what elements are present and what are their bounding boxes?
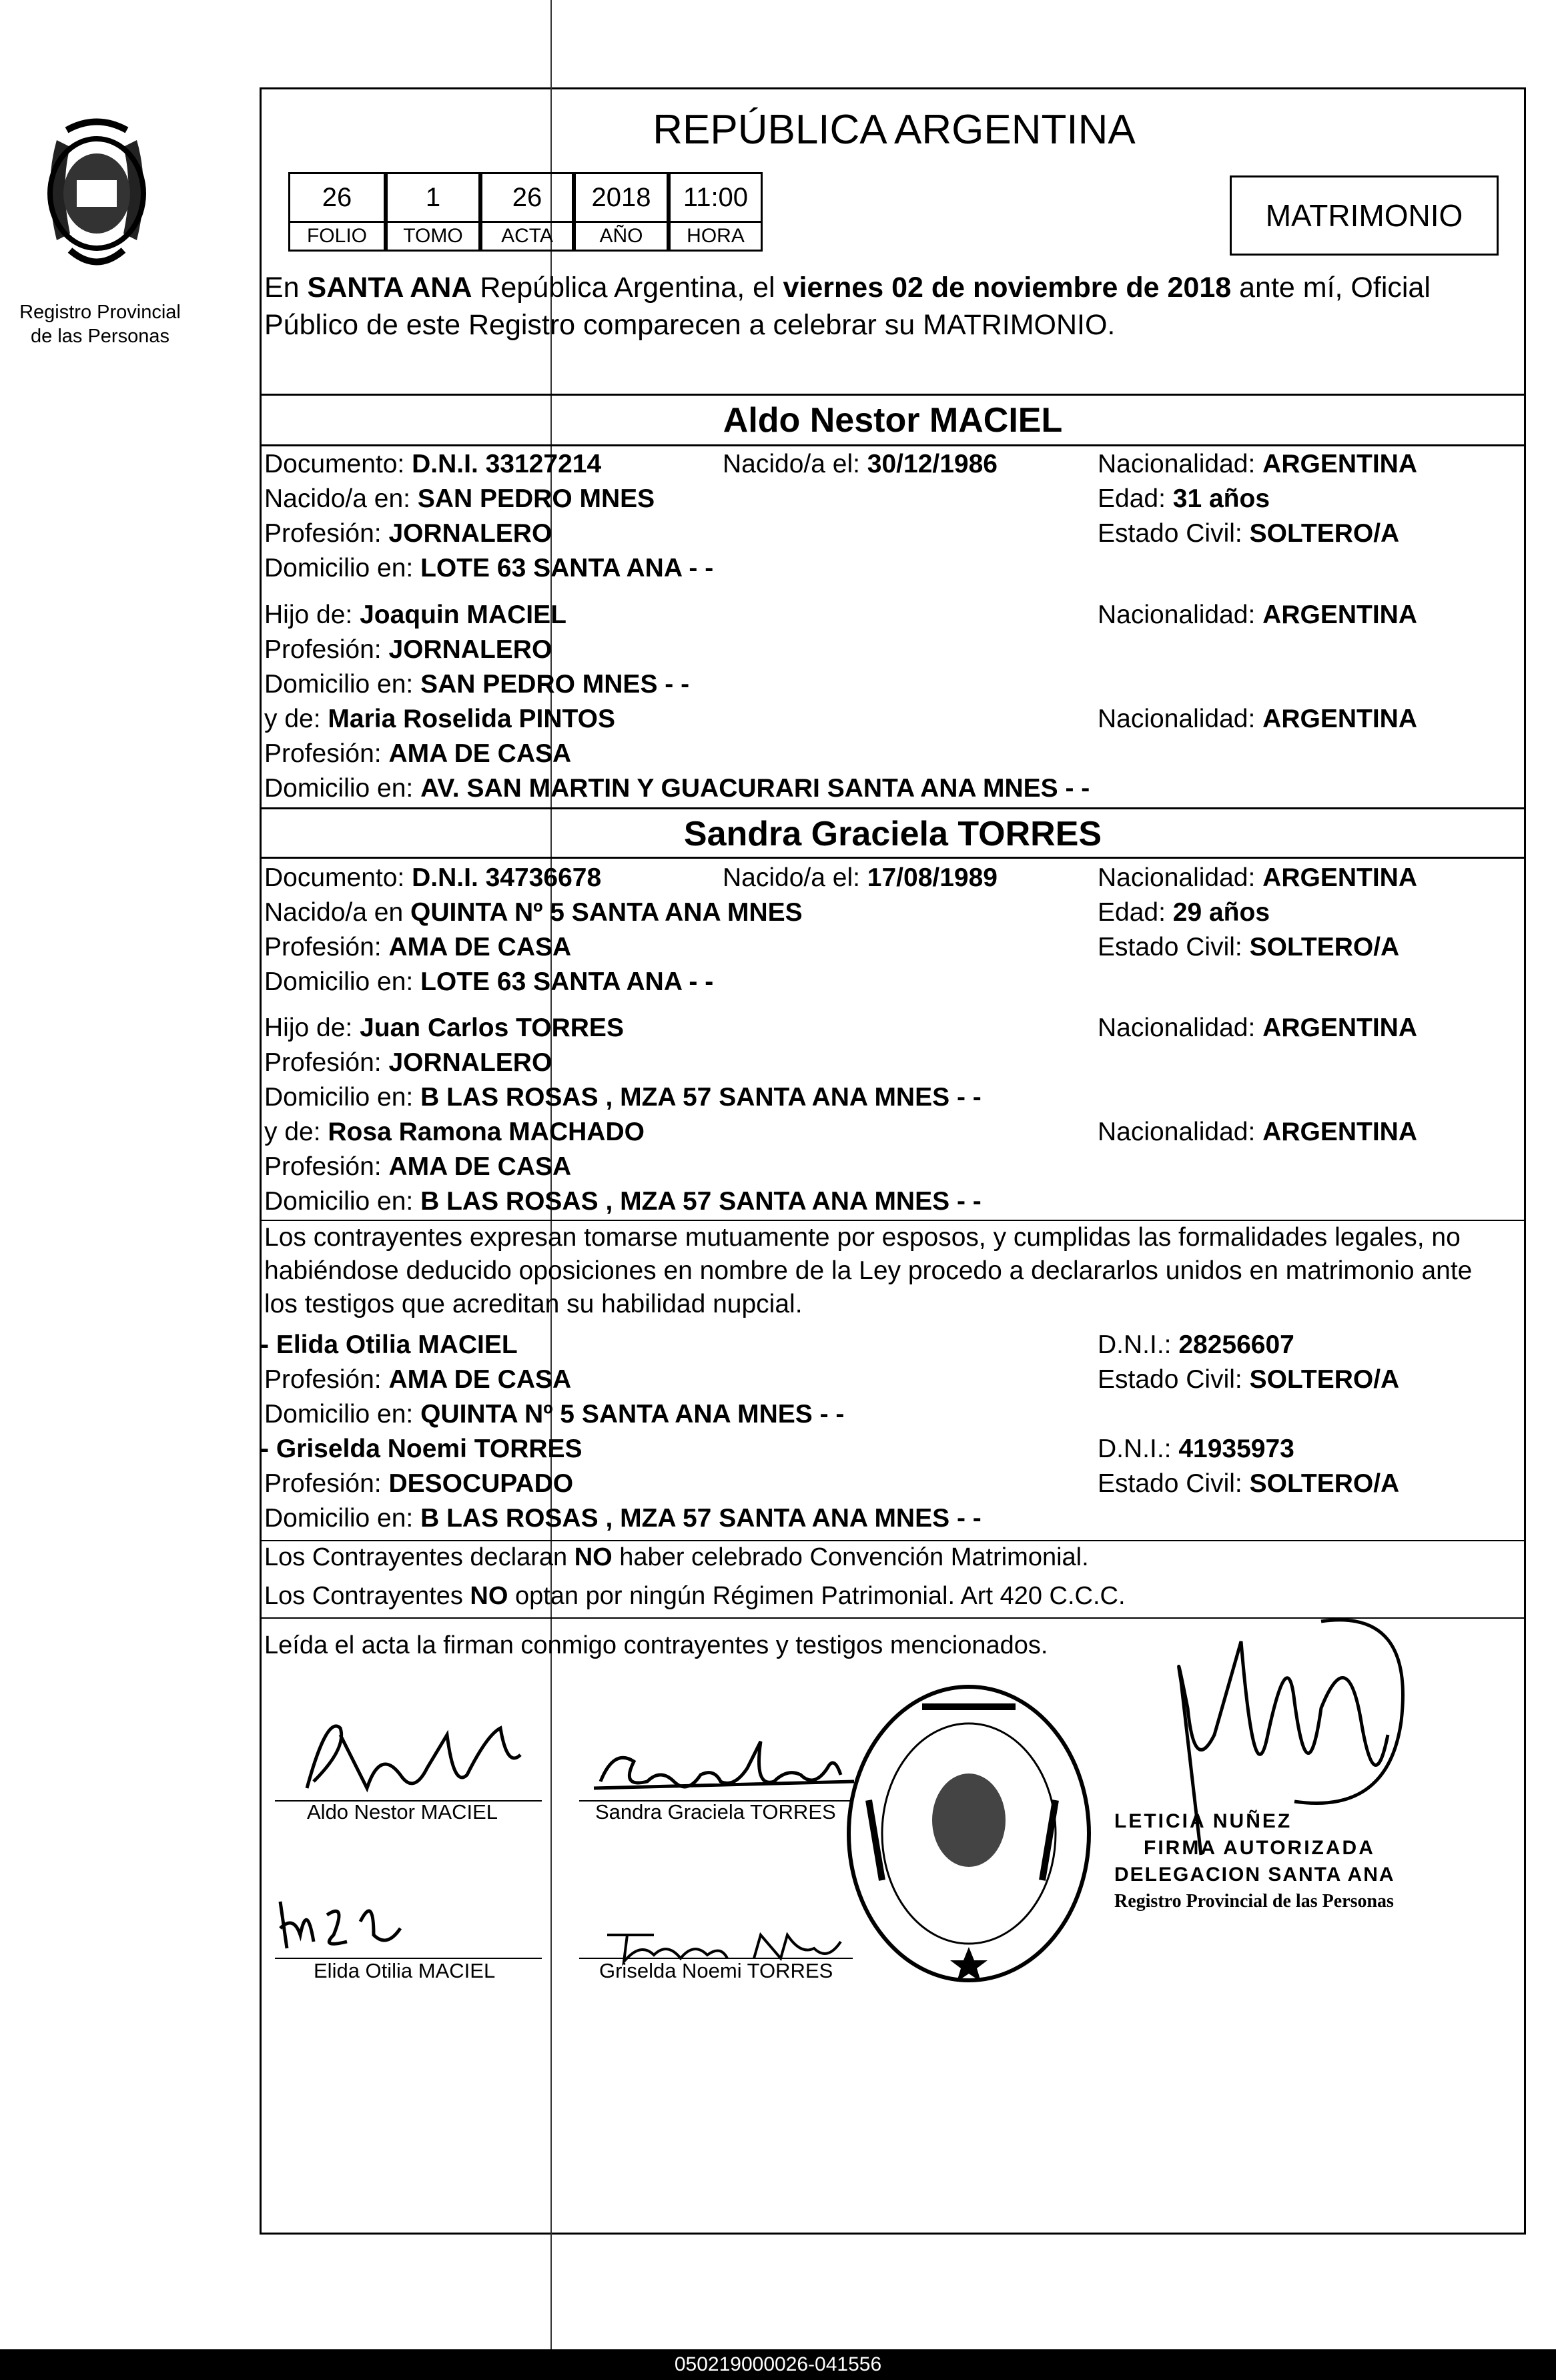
witness1-dni: 28256607 (1178, 1330, 1294, 1359)
intro-text: República Argentina, el (472, 272, 783, 304)
record-value-tomo: 1 (386, 172, 480, 223)
witness1-civil-status: SOLTERO/A (1249, 1365, 1400, 1394)
bride-birthplace-row: Nacido/a en QUINTA Nº 5 SANTA ANA MNES (264, 898, 803, 927)
bride-mother-address: B LAS ROSAS , MZA 57 SANTA ANA MNES - - (420, 1187, 982, 1216)
groom-father-nationality: ARGENTINA (1262, 601, 1418, 629)
intro-place: SANTA ANA (307, 272, 472, 304)
groom-mother-nat-row: Nacionalidad: ARGENTINA (1098, 705, 1418, 733)
bride-mother-profession: AMA DE CASA (388, 1152, 572, 1181)
bride-father-profession: JORNALERO (388, 1048, 552, 1077)
groom-mother-row: y de: Maria Roselida PINTOS (264, 705, 615, 733)
bride-signature-icon (587, 1728, 867, 1802)
witness1-name: - Elida Otilia MACIEL (260, 1330, 518, 1359)
witness1-profession: AMA DE CASA (388, 1365, 572, 1394)
bride-father-nationality: ARGENTINA (1262, 1014, 1418, 1042)
groom-signature-label: Aldo Nestor MACIEL (307, 1800, 498, 1824)
bride-father-row: Hijo de: Juan Carlos TORRES (264, 1014, 624, 1042)
groom-addr-row: Domicilio en: LOTE 63 SANTA ANA - - (264, 554, 714, 582)
bride-birthplace: QUINTA Nº 5 SANTA ANA MNES (410, 898, 803, 927)
groom-dni: D.N.I. 33127214 (412, 450, 602, 478)
seal-org-line2: de las Personas (31, 326, 169, 347)
doc-type-label: MATRIMONIO (1265, 198, 1463, 233)
groom-signature-icon (287, 1708, 540, 1802)
witness2-signature-label: Griselda Noemi TORRES (599, 1959, 833, 1982)
declaration-line: Los contrayentes expresan tomarse mutuamente por esposos, y cumplidas las formalidades legales, no (264, 1223, 1461, 1252)
groom-father-address: SAN PEDRO MNES - - (420, 670, 690, 699)
bride-profession: AMA DE CASA (388, 933, 572, 961)
witness1-name-row (260, 1328, 518, 1362)
divider (260, 394, 1526, 396)
bride-addr-row: Domicilio en: LOTE 63 SANTA ANA - - (264, 967, 714, 996)
seal-caption (13, 300, 187, 348)
witness2-addr-row: Domicilio en: B LAS ROSAS , MZA 57 SANTA ANA MNES - - (264, 1504, 982, 1533)
record-label-tomo: TOMO (386, 221, 480, 252)
divider (260, 444, 1526, 446)
groom-nat-row: Nacionalidad: ARGENTINA (1098, 450, 1418, 478)
bride-nationality: ARGENTINA (1262, 863, 1418, 892)
groom-profession: JORNALERO (388, 519, 552, 548)
groom-birthplace: SAN PEDRO MNES (417, 484, 655, 513)
witness1-addr-row: Domicilio en: QUINTA Nº 5 SANTA ANA MNES - - (264, 1400, 845, 1429)
groom-father: Joaquin MACIEL (360, 601, 566, 629)
groom-birthplace-row: Nacido/a en: SAN PEDRO MNES (264, 484, 655, 513)
groom-father-nat-row: Nacionalidad: ARGENTINA (1098, 601, 1418, 629)
bride-age: 29 años (1172, 898, 1270, 927)
doc-type-badge (1230, 175, 1499, 256)
groom-civil-status: SOLTERO/A (1249, 519, 1400, 548)
record-value-año: 2018 (574, 172, 669, 223)
groom-father-addr-row: Domicilio en: SAN PEDRO MNES - - (264, 670, 690, 699)
intro-text: En (264, 272, 308, 304)
witness2-profession: DESOCUPADO (388, 1469, 574, 1498)
bride-signature-label: Sandra Graciela TORRES (595, 1800, 836, 1824)
bride-birthdate: 17/08/1989 (867, 863, 998, 892)
witness2-civil-status: SOLTERO/A (1249, 1469, 1400, 1498)
record-value-acta: 26 (480, 172, 574, 223)
groom-mother-address: AV. SAN MARTIN Y GUACURARI SANTA ANA MNES - - (420, 774, 1090, 803)
groom-name: Aldo Nestor MACIEL (723, 401, 1063, 440)
bride-dni: D.N.I. 34736678 (412, 863, 602, 892)
official-name: LETICIA NUÑEZ (1114, 1810, 1292, 1832)
bride-address: LOTE 63 SANTA ANA - - (420, 967, 714, 996)
declaration-line: los testigos que acreditan su habilidad nupcial. (264, 1290, 803, 1318)
convention-line2: Los Contrayentes NO optan por ningún Régimen Patrimonial. Art 420 C.C.C. (264, 1582, 1126, 1610)
groom-mother-prof-row: Profesión: AMA DE CASA (264, 739, 572, 768)
official-delegation: DELEGACION SANTA ANA (1114, 1864, 1395, 1886)
bride-father-prof-row: Profesión: JORNALERO (264, 1048, 552, 1077)
groom-mother-profession: AMA DE CASA (388, 739, 572, 768)
witness1-dni-row: D.N.I.: 28256607 (1098, 1330, 1294, 1359)
witness2-civil-row: Estado Civil: SOLTERO/A (1098, 1469, 1400, 1498)
witness2-name-row (260, 1432, 582, 1467)
groom-father-prof-row: Profesión: JORNALERO (264, 635, 552, 664)
bride-mother: Rosa Ramona MACHADO (328, 1118, 645, 1146)
closing-text: Leída el acta la firman conmigo contrayentes y testigos mencionados. (264, 1631, 1048, 1659)
footer-code: 050219000026-041556 (674, 2353, 882, 2375)
seal-emblem-icon (30, 113, 163, 300)
bride-father-address: B LAS ROSAS , MZA 57 SANTA ANA MNES - - (420, 1083, 982, 1112)
official-title: FIRMA AUTORIZADA (1144, 1837, 1375, 1859)
record-label-acta: ACTA (480, 221, 574, 252)
official-block (1114, 1808, 1395, 1915)
witness1-signature-icon (274, 1888, 407, 1962)
bride-civil-status: SOLTERO/A (1249, 933, 1400, 961)
bride-mother-prof-row: Profesión: AMA DE CASA (264, 1152, 572, 1181)
divider (260, 857, 1526, 859)
groom-civil-row: Estado Civil: SOLTERO/A (1098, 519, 1400, 548)
bride-name: Sandra Graciela TORRES (683, 815, 1102, 853)
bride-nat-row: Nacionalidad: ARGENTINA (1098, 863, 1418, 892)
footer-bar (0, 2349, 1556, 2380)
witness1-address: QUINTA Nº 5 SANTA ANA MNES - - (420, 1400, 845, 1429)
intro-paragraph (264, 269, 1431, 344)
bride-mother-addr-row: Domicilio en: B LAS ROSAS , MZA 57 SANTA ANA MNES - - (264, 1187, 982, 1216)
groom-doc-row: Documento: D.N.I. 33127214 (264, 450, 602, 478)
bride-father: Juan Carlos TORRES (360, 1014, 624, 1042)
groom-age-row: Edad: 31 años (1098, 484, 1270, 513)
record-value-folio: 26 (288, 172, 386, 223)
record-label-hora: HORA (669, 221, 763, 252)
groom-age: 31 años (1172, 484, 1270, 513)
bride-age-row: Edad: 29 años (1098, 898, 1270, 927)
groom-mother-nationality: ARGENTINA (1262, 705, 1418, 733)
record-label-folio: FOLIO (288, 221, 386, 252)
official-registry: Registro Provincial de las Personas (1114, 1891, 1394, 1912)
bride-father-addr-row: Domicilio en: B LAS ROSAS , MZA 57 SANTA ANA MNES - - (264, 1083, 982, 1112)
declaration-line: habiéndose deducido oposiciones en nombre de la Ley procedo a declararlos unidos en matrimonio ante (264, 1256, 1473, 1285)
groom-address: LOTE 63 SANTA ANA - - (420, 554, 714, 582)
declaration-paragraph (264, 1221, 1472, 1321)
divider (260, 807, 1526, 809)
witness1-civil-row: Estado Civil: SOLTERO/A (1098, 1365, 1400, 1394)
witness1-prof-row: Profesión: AMA DE CASA (264, 1365, 572, 1394)
groom-father-row: Hijo de: Joaquin MACIEL (264, 601, 566, 629)
bride-mother-nat-row: Nacionalidad: ARGENTINA (1098, 1118, 1418, 1146)
witness2-address: B LAS ROSAS , MZA 57 SANTA ANA MNES - - (420, 1504, 982, 1533)
page-title: REPÚBLICA ARGENTINA (653, 107, 1136, 153)
groom-born-row: Nacido/a el: 30/12/1986 (723, 450, 998, 478)
bride-civil-row: Estado Civil: SOLTERO/A (1098, 933, 1400, 961)
bride-mother-row: y de: Rosa Ramona MACHADO (264, 1118, 645, 1146)
bride-doc-row: Documento: D.N.I. 34736678 (264, 863, 602, 892)
bride-mother-nationality: ARGENTINA (1262, 1118, 1418, 1146)
bride-father-nat-row: Nacionalidad: ARGENTINA (1098, 1014, 1418, 1042)
record-value-hora: 11:00 (669, 172, 763, 223)
witness2-name: - Griselda Noemi TORRES (260, 1435, 582, 1463)
groom-mother-addr-row: Domicilio en: AV. SAN MARTIN Y GUACURARI SANTA ANA MNES - - (264, 774, 1090, 803)
convention-line1: Los Contrayentes declaran NO haber celebrado Convención Matrimonial. (264, 1543, 1089, 1571)
registry-stamp-icon (842, 1680, 1096, 1987)
groom-mother: Maria Roselida PINTOS (328, 705, 615, 733)
intro-text: ante mí, Oficial (1231, 272, 1431, 304)
witness2-dni-row: D.N.I.: 41935973 (1098, 1435, 1294, 1463)
intro-line2: Público de este Registro comparecen a celebrar su MATRIMONIO. (264, 309, 1116, 341)
groom-nationality: ARGENTINA (1262, 450, 1418, 478)
witness1-signature-label: Elida Otilia MACIEL (314, 1959, 496, 1982)
groom-father-profession: JORNALERO (388, 635, 552, 664)
groom-birthdate: 30/12/1986 (867, 450, 998, 478)
witness2-dni: 41935973 (1178, 1435, 1294, 1463)
record-label-año: AÑO (574, 221, 669, 252)
seal-org-line1: Registro Provincial (19, 302, 181, 323)
provincial-seal (30, 113, 163, 300)
witness2-prof-row: Profesión: DESOCUPADO (264, 1469, 574, 1498)
groom-prof-row: Profesión: JORNALERO (264, 519, 552, 548)
bride-prof-row: Profesión: AMA DE CASA (264, 933, 572, 961)
bride-born-row: Nacido/a el: 17/08/1989 (723, 863, 998, 892)
intro-date: viernes 02 de noviembre de 2018 (783, 272, 1232, 304)
